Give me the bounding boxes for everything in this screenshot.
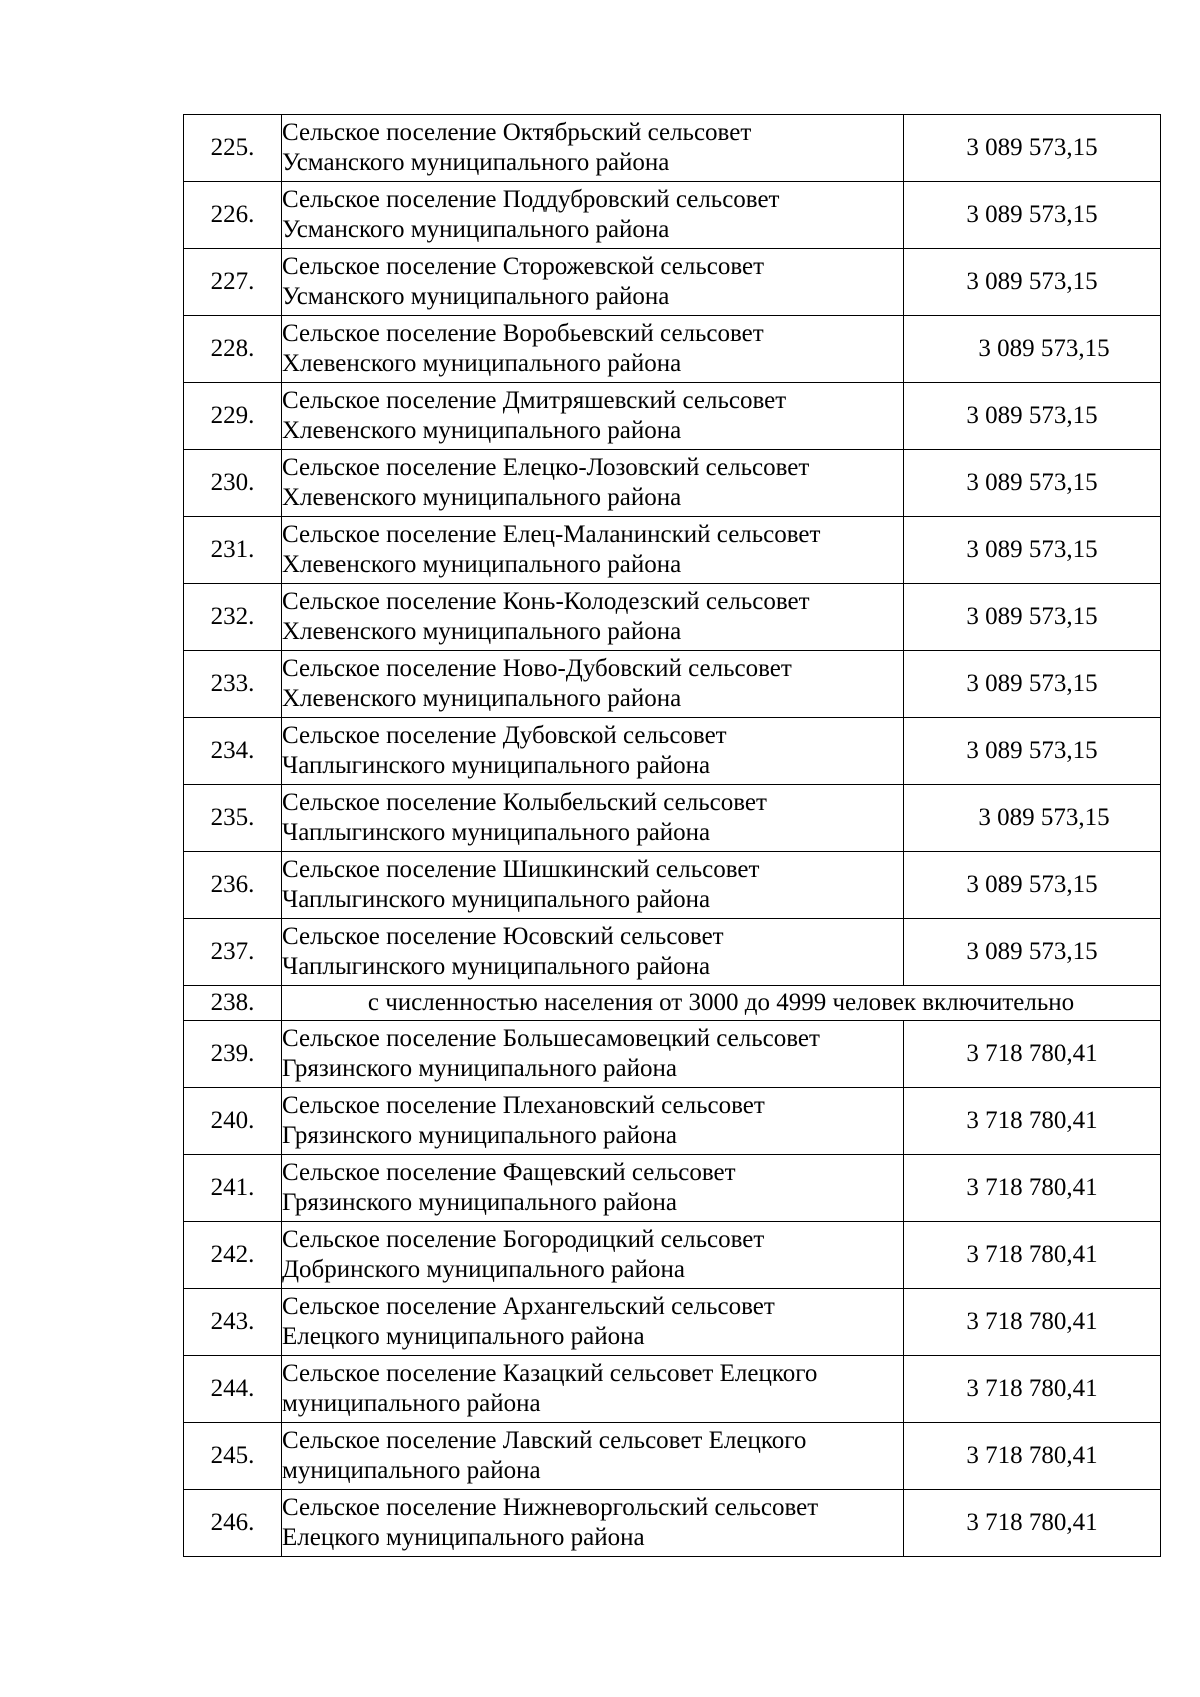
- amount-cell: [904, 517, 1161, 584]
- amount-value: 3 089 573,15: [966, 536, 1098, 563]
- row-number: 237.: [184, 919, 282, 986]
- settlement-name-cell: [282, 1423, 904, 1490]
- settlement-name-line-1: Сельское поселение Архангельский сельсовет: [282, 1293, 775, 1320]
- section-title: с численностью населения от 3000 до 4999 человек включительно: [282, 986, 1161, 1021]
- settlement-name-line-2: Чаплыгинского муниципального района: [282, 886, 711, 913]
- settlement-name-cell: [282, 383, 904, 450]
- settlement-name-line-2: Грязинского муниципального района: [282, 1189, 677, 1216]
- settlement-name-cell: [282, 1021, 904, 1088]
- amount-value: 3 718 780,41: [966, 1107, 1098, 1134]
- row-number: 241.: [184, 1155, 282, 1222]
- row-number: 231.: [184, 517, 282, 584]
- amount-value: 3 089 573,15: [966, 603, 1098, 630]
- table-row: [184, 1356, 1161, 1423]
- settlement-name-line-2: Хлевенского муниципального района: [282, 551, 682, 578]
- settlement-name-line-1: Сельское поселение Дмитряшевский сельсовет: [282, 387, 787, 414]
- row-number: 246.: [184, 1490, 282, 1557]
- row-number: 230.: [184, 450, 282, 517]
- row-number: 238.: [184, 986, 282, 1021]
- table-row: [184, 1222, 1161, 1289]
- settlement-name-line-1: Сельское поселение Ново-Дубовский сельсовет: [282, 655, 792, 682]
- settlement-name-line-2: Грязинского муниципального района: [282, 1122, 677, 1149]
- row-number: 234.: [184, 718, 282, 785]
- amount-value: 3 718 780,41: [966, 1308, 1098, 1335]
- amount-cell: [904, 651, 1161, 718]
- settlement-name-line-2: Хлевенского муниципального района: [282, 350, 682, 377]
- settlement-name-line-1: Сельское поселение Богородицкий сельсовет: [282, 1226, 765, 1253]
- table-row: [184, 249, 1161, 316]
- row-number: 228.: [184, 316, 282, 383]
- row-number: 243.: [184, 1289, 282, 1356]
- amount-cell: [904, 1021, 1161, 1088]
- settlement-name-cell: [282, 517, 904, 584]
- table-row: [184, 316, 1161, 383]
- table-row: [184, 1423, 1161, 1490]
- amount-value: 3 718 780,41: [966, 1375, 1098, 1402]
- amount-value: 3 718 780,41: [966, 1174, 1098, 1201]
- amount-value: 3 089 573,15: [966, 268, 1098, 295]
- row-number: 244.: [184, 1356, 282, 1423]
- settlement-name-cell: [282, 584, 904, 651]
- table-row: [184, 450, 1161, 517]
- amount-cell: [904, 249, 1161, 316]
- table-row: [184, 651, 1161, 718]
- settlement-name-line-2: Елецкого муниципального района: [282, 1323, 645, 1350]
- row-number: 236.: [184, 852, 282, 919]
- amount-cell: [904, 1490, 1161, 1557]
- settlement-name-cell: [282, 115, 904, 182]
- table-row: [184, 852, 1161, 919]
- amount-cell: [904, 1088, 1161, 1155]
- amount-value: 3 089 573,15: [966, 737, 1098, 764]
- amount-cell: [904, 1356, 1161, 1423]
- table-row: [184, 517, 1161, 584]
- settlement-name-cell: [282, 249, 904, 316]
- amount-cell: [904, 182, 1161, 249]
- table-row: [184, 1088, 1161, 1155]
- settlement-name-line-1: Сельское поселение Воробьевский сельсовет: [282, 320, 764, 347]
- table-row: [184, 584, 1161, 651]
- table-row: [184, 785, 1161, 852]
- settlement-name-line-2: Добринского муниципального района: [282, 1256, 686, 1283]
- settlement-name-line-2: Хлевенского муниципального района: [282, 685, 682, 712]
- settlement-name-cell: [282, 1155, 904, 1222]
- settlement-name-cell: [282, 1222, 904, 1289]
- amount-cell: [904, 450, 1161, 517]
- settlement-name-line-1: Сельское поселение Конь-Колодезский сельсовет: [282, 588, 810, 615]
- settlement-name-line-1: Сельское поселение Октябрьский сельсовет: [282, 119, 752, 146]
- settlement-name-line-2: Хлевенского муниципального района: [282, 618, 682, 645]
- settlement-name-line-1: Сельское поселение Фащевский сельсовет: [282, 1159, 736, 1186]
- table-body: [184, 115, 1161, 1557]
- amount-cell: [904, 785, 1161, 852]
- amount-cell: [904, 718, 1161, 785]
- settlement-name-line-1: Сельское поселение Сторожевской сельсовет: [282, 253, 765, 280]
- table-row: [184, 182, 1161, 249]
- settlement-name-line-2: Хлевенского муниципального района: [282, 484, 682, 511]
- settlement-name-line-1: Сельское поселение Поддубровский сельсовет: [282, 186, 780, 213]
- settlement-name-line-1: Сельское поселение Нижневоргольский сельсовет: [282, 1494, 819, 1521]
- amount-value: 3 718 780,41: [966, 1241, 1098, 1268]
- row-number: 233.: [184, 651, 282, 718]
- row-number: 225.: [184, 115, 282, 182]
- amount-cell: [904, 852, 1161, 919]
- settlement-name-cell: [282, 1356, 904, 1423]
- table-row: [184, 1490, 1161, 1557]
- amount-cell: [904, 115, 1161, 182]
- settlement-name-line-2: Чаплыгинского муниципального района: [282, 953, 711, 980]
- settlement-name-line-2: Усманского муниципального района: [282, 149, 670, 176]
- settlement-name-line-2: Грязинского муниципального района: [282, 1055, 677, 1082]
- settlement-name-line-1: Сельское поселение Казацкий сельсовет Елецкого: [282, 1360, 818, 1387]
- settlement-name-line-1: Сельское поселение Юсовский сельсовет: [282, 923, 724, 950]
- table-row: [184, 383, 1161, 450]
- amount-cell: [904, 584, 1161, 651]
- row-number: 227.: [184, 249, 282, 316]
- table-row: [184, 919, 1161, 986]
- settlement-name-line-2: Усманского муниципального района: [282, 216, 670, 243]
- settlement-name-line-1: Сельское поселение Шишкинский сельсовет: [282, 856, 760, 883]
- amount-value: 3 089 573,15: [966, 134, 1098, 161]
- settlement-name-cell: [282, 182, 904, 249]
- row-number: 242.: [184, 1222, 282, 1289]
- settlement-name-line-1: Сельское поселение Колыбельский сельсовет: [282, 789, 767, 816]
- settlement-name-line-1: Сельское поселение Елец-Маланинский сельсовет: [282, 521, 821, 548]
- table-row: [184, 1021, 1161, 1088]
- settlement-name-line-2: Чаплыгинского муниципального района: [282, 819, 711, 846]
- table-row: [184, 1289, 1161, 1356]
- settlement-name-line-2: Чаплыгинского муниципального района: [282, 752, 711, 779]
- amount-value: 3 089 573,15: [966, 871, 1098, 898]
- section-row: [184, 986, 1161, 1021]
- row-number: 245.: [184, 1423, 282, 1490]
- amount-value: 3 089 573,15: [966, 670, 1098, 697]
- settlement-name-cell: [282, 1088, 904, 1155]
- amount-cell: [904, 1423, 1161, 1490]
- amount-cell: [904, 1289, 1161, 1356]
- amount-cell: [904, 1155, 1161, 1222]
- amount-value: 3 718 780,41: [966, 1040, 1098, 1067]
- amount-value: 3 089 573,15: [966, 402, 1098, 429]
- settlement-name-line-2: муниципального района: [282, 1457, 541, 1484]
- table-row: [184, 718, 1161, 785]
- settlement-name-line-1: Сельское поселение Дубовской сельсовет: [282, 722, 727, 749]
- table-row: [184, 1155, 1161, 1222]
- row-number: 240.: [184, 1088, 282, 1155]
- amount-value: 3 089 573,15: [966, 469, 1098, 496]
- amount-cell: [904, 919, 1161, 986]
- settlement-name-line-1: Сельское поселение Елецко-Лозовский сельсовет: [282, 454, 810, 481]
- settlements-table: [183, 114, 1161, 1557]
- settlement-name-line-1: Сельское поселение Лавский сельсовет Елецкого: [282, 1427, 807, 1454]
- settlement-name-line-2: Хлевенского муниципального района: [282, 417, 682, 444]
- table-row: [184, 115, 1161, 182]
- settlement-name-cell: [282, 1289, 904, 1356]
- settlement-name-cell: [282, 785, 904, 852]
- row-number: 226.: [184, 182, 282, 249]
- amount-cell: [904, 383, 1161, 450]
- settlement-name-cell: [282, 1490, 904, 1557]
- settlement-name-line-2: муниципального района: [282, 1390, 541, 1417]
- amount-value: 3 718 780,41: [966, 1442, 1098, 1469]
- amount-cell: [904, 316, 1161, 383]
- settlement-name-line-1: Сельское поселение Большесамовецкий сельсовет: [282, 1025, 820, 1052]
- settlement-name-line-2: Елецкого муниципального района: [282, 1524, 645, 1551]
- amount-value: 3 089 573,15: [966, 201, 1098, 228]
- row-number: 239.: [184, 1021, 282, 1088]
- amount-value: 3 089 573,15: [978, 335, 1110, 362]
- settlement-name-cell: [282, 919, 904, 986]
- row-number: 232.: [184, 584, 282, 651]
- amount-value: 3 089 573,15: [966, 938, 1098, 965]
- settlement-name-line-2: Усманского муниципального района: [282, 283, 670, 310]
- settlement-name-cell: [282, 651, 904, 718]
- amount-value: 3 718 780,41: [966, 1509, 1098, 1536]
- settlement-name-cell: [282, 316, 904, 383]
- settlement-name-cell: [282, 450, 904, 517]
- settlement-name-cell: [282, 718, 904, 785]
- amount-cell: [904, 1222, 1161, 1289]
- settlement-name-cell: [282, 852, 904, 919]
- row-number: 229.: [184, 383, 282, 450]
- amount-value: 3 089 573,15: [978, 804, 1110, 831]
- settlement-name-line-1: Сельское поселение Плехановский сельсовет: [282, 1092, 765, 1119]
- row-number: 235.: [184, 785, 282, 852]
